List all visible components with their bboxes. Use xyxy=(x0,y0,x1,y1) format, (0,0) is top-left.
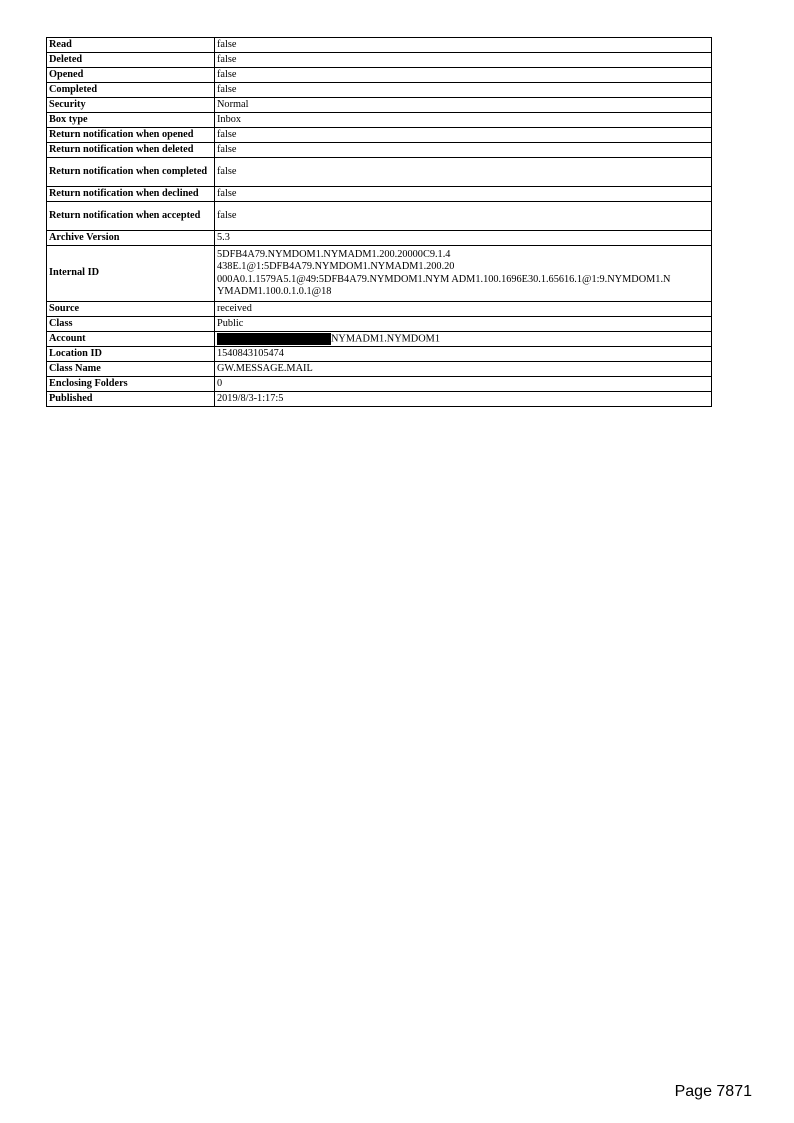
row-completed xyxy=(47,83,712,98)
key-security: Security xyxy=(47,98,215,113)
value-notify-completed: false xyxy=(215,158,712,187)
row-deleted xyxy=(47,53,712,68)
value-source: received xyxy=(215,302,712,317)
key-completed: Completed xyxy=(47,83,215,98)
row-location-id xyxy=(47,347,712,362)
key-box-type: Box type xyxy=(47,113,215,128)
value-notify-declined: false xyxy=(215,187,712,202)
value-published: 2019/8/3-1:17:5 xyxy=(215,392,712,407)
internal-id-line: 438E.1@1:5DFB4A79.NYMDOM1.NYMADM1.200.20 xyxy=(217,261,455,272)
row-notify-opened xyxy=(47,128,712,143)
key-account: Account xyxy=(47,332,215,347)
value-class: Public xyxy=(215,317,712,332)
internal-id-line: YMADM1.100.0.1.0.1@18 xyxy=(217,286,332,297)
key-source: Source xyxy=(47,302,215,317)
value-account xyxy=(215,332,712,347)
row-security xyxy=(47,98,712,113)
key-notify-completed: Return notification when completed xyxy=(47,158,215,187)
row-notify-completed xyxy=(47,158,712,187)
key-notify-deleted: Return notification when deleted xyxy=(47,143,215,158)
value-notify-deleted: false xyxy=(215,143,712,158)
key-opened: Opened xyxy=(47,68,215,83)
key-published: Published xyxy=(47,392,215,407)
row-published xyxy=(47,392,712,407)
value-read: false xyxy=(215,38,712,53)
key-notify-declined: Return notification when declined xyxy=(47,187,215,202)
page-number: Page 7871 xyxy=(674,1083,752,1100)
value-box-type: Inbox xyxy=(215,113,712,128)
key-class: Class xyxy=(47,317,215,332)
key-notify-opened: Return notification when opened xyxy=(47,128,215,143)
row-notify-accepted xyxy=(47,202,712,231)
row-notify-declined xyxy=(47,187,712,202)
row-account xyxy=(47,332,712,347)
value-deleted: false xyxy=(215,53,712,68)
row-read xyxy=(47,38,712,53)
key-enclosing-folders: Enclosing Folders xyxy=(47,377,215,392)
row-box-type xyxy=(47,113,712,128)
internal-id-line: 5DFB4A79.NYMDOM1.NYMADM1.200.20000C9.1.4 xyxy=(217,248,451,260)
row-opened xyxy=(47,68,712,83)
key-archive-version: Archive Version xyxy=(47,231,215,246)
key-internal-id: Internal ID xyxy=(47,246,215,302)
redaction-block xyxy=(217,333,331,345)
value-completed: false xyxy=(215,83,712,98)
row-notify-deleted xyxy=(47,143,712,158)
key-class-name: Class Name xyxy=(47,362,215,377)
value-enclosing-folders: 0 xyxy=(215,377,712,392)
value-notify-accepted: false xyxy=(215,202,712,231)
row-source xyxy=(47,302,712,317)
value-archive-version: 5.3 xyxy=(215,231,712,246)
key-location-id: Location ID xyxy=(47,347,215,362)
value-notify-opened: false xyxy=(215,128,712,143)
row-class xyxy=(47,317,712,332)
value-security: Normal xyxy=(215,98,712,113)
properties-table xyxy=(46,37,712,407)
value-class-name: GW.MESSAGE.MAIL xyxy=(215,362,712,377)
value-location-id: 1540843105474 xyxy=(215,347,712,362)
value-opened: false xyxy=(215,68,712,83)
row-internal-id xyxy=(47,246,712,302)
value-internal-id xyxy=(215,246,712,302)
key-notify-accepted: Return notification when accepted xyxy=(47,202,215,231)
key-read: Read xyxy=(47,38,215,53)
row-class-name xyxy=(47,362,712,377)
row-archive-version xyxy=(47,231,712,246)
account-value-text: NYMADM1.NYMDOM1 xyxy=(331,332,440,344)
key-deleted: Deleted xyxy=(47,53,215,68)
internal-id-line: 000A0.1.1579A5.1@49:5DFB4A79.NYMDOM1.NYM ADM1.100.1696E30.1.65616.1@1:9.NYMDOM1.N xyxy=(217,273,671,285)
row-enclosing-folders xyxy=(47,377,712,392)
